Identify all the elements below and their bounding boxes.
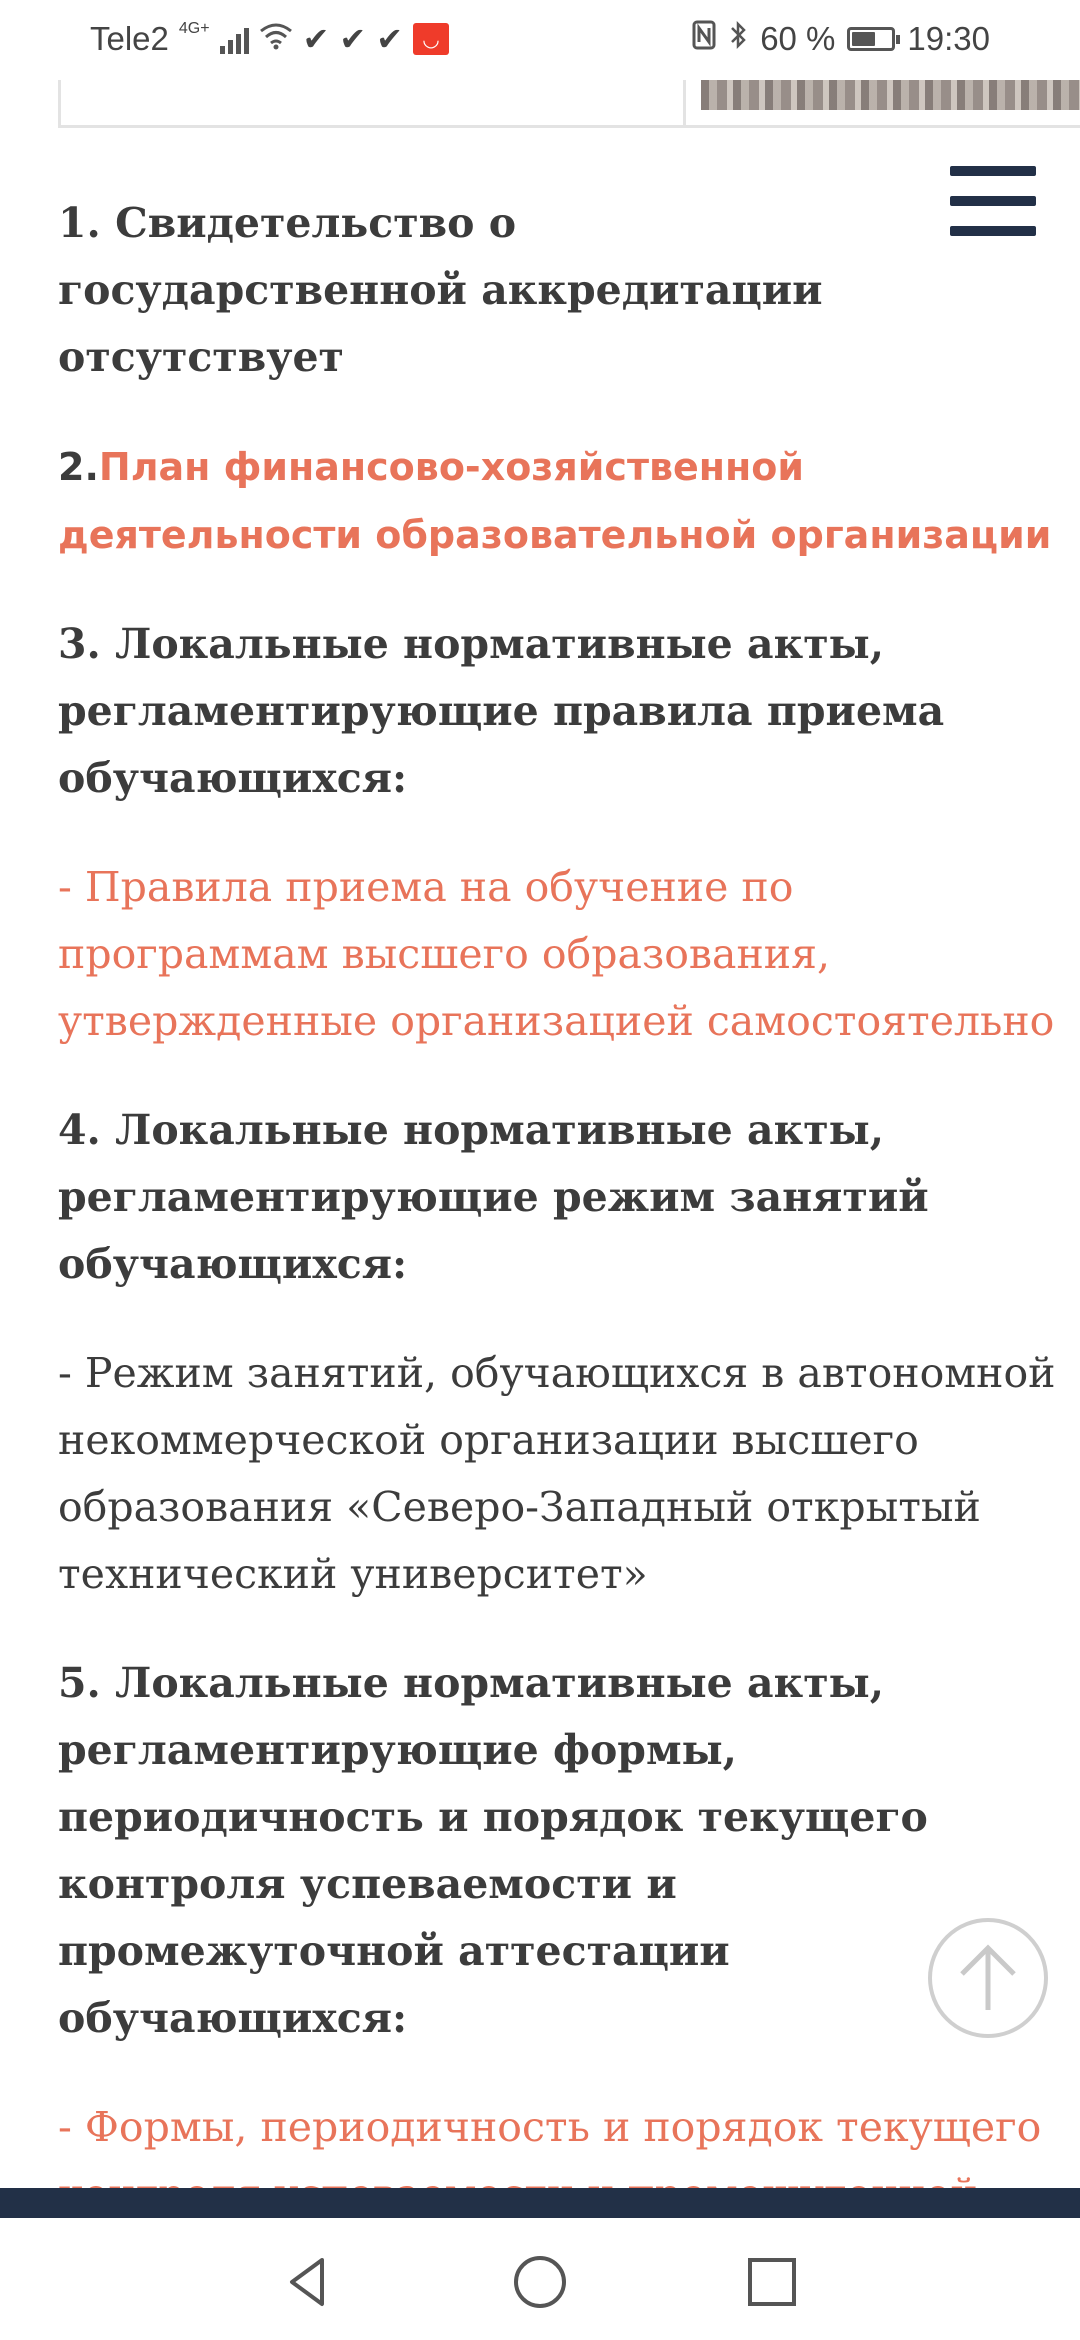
item-2-number: 2. — [58, 445, 99, 489]
nav-back-button[interactable] — [278, 2252, 338, 2312]
nfc-icon — [692, 20, 716, 58]
network-type: 4G+ — [178, 20, 210, 37]
status-right — [692, 20, 990, 58]
financial-plan-link[interactable]: План финансово-хозяйственной деятельности образовательной организации — [58, 445, 1052, 557]
nav-home-button[interactable] — [510, 2252, 570, 2312]
aliexpress-notification-icon: ◡ — [413, 23, 449, 55]
item-1-heading: 1. Свидетельство о государственной аккредитации отсутствует — [58, 199, 823, 381]
battery-level — [852, 32, 875, 46]
arrow-up-icon — [932, 1922, 1044, 2034]
battery-icon — [847, 27, 895, 51]
download-check-icon: ✔ — [302, 21, 330, 57]
site-footer — [0, 2188, 1080, 2218]
status-bar — [0, 0, 1080, 80]
nav-recents-button[interactable] — [742, 2252, 802, 2312]
status-left — [90, 20, 449, 58]
item-5-heading: 5. Локальные нормативные акты, регламентирующие формы, периодичность и порядок текущего контроля успеваемости и промежуточной аттестации обучающихся: — [58, 1659, 928, 2042]
item-4-heading: 4. Локальные нормативные акты, регламентирующие режим занятий обучающихся: — [58, 1106, 929, 1288]
clock: 19:30 — [907, 20, 990, 57]
item-3-heading: 3. Локальные нормативные акты, регламентирующие правила приема обучающихся: — [58, 620, 945, 802]
back-to-top-button[interactable] — [928, 1918, 1048, 2038]
page-content — [58, 190, 1058, 2337]
system-nav-bar — [0, 2218, 1080, 2340]
signal-icon — [220, 24, 249, 54]
download-check-icon: ✔ — [376, 21, 404, 57]
bluetooth-icon — [728, 20, 748, 58]
triangle-back-icon — [278, 2252, 338, 2312]
circle-home-icon — [510, 2252, 570, 2312]
attestation-forms-link[interactable]: - Формы, периодичность и порядок текущего — [58, 2103, 1042, 2151]
table-divider — [683, 80, 686, 125]
item-2 — [58, 433, 1058, 569]
document-table-bottom — [58, 80, 1080, 128]
document-scan-image — [701, 80, 1080, 110]
square-recents-icon — [742, 2252, 802, 2312]
hamburger-icon — [950, 166, 1036, 176]
study-schedule-text: - Режим занятий, обучающихся в автономной некоммерческой организации высшего образования «Северо-Западный открытый технический университет» — [58, 1349, 1056, 1598]
carrier-label: Tele2 — [90, 20, 169, 57]
battery-percent: 60 % — [760, 20, 836, 57]
download-check-icon: ✔ — [339, 21, 367, 57]
admission-rules-link[interactable]: - Правила приема на обучение по программам высшего образования, утвержденные организацией самостоятельно — [58, 863, 1055, 1045]
wifi-icon — [259, 20, 293, 58]
